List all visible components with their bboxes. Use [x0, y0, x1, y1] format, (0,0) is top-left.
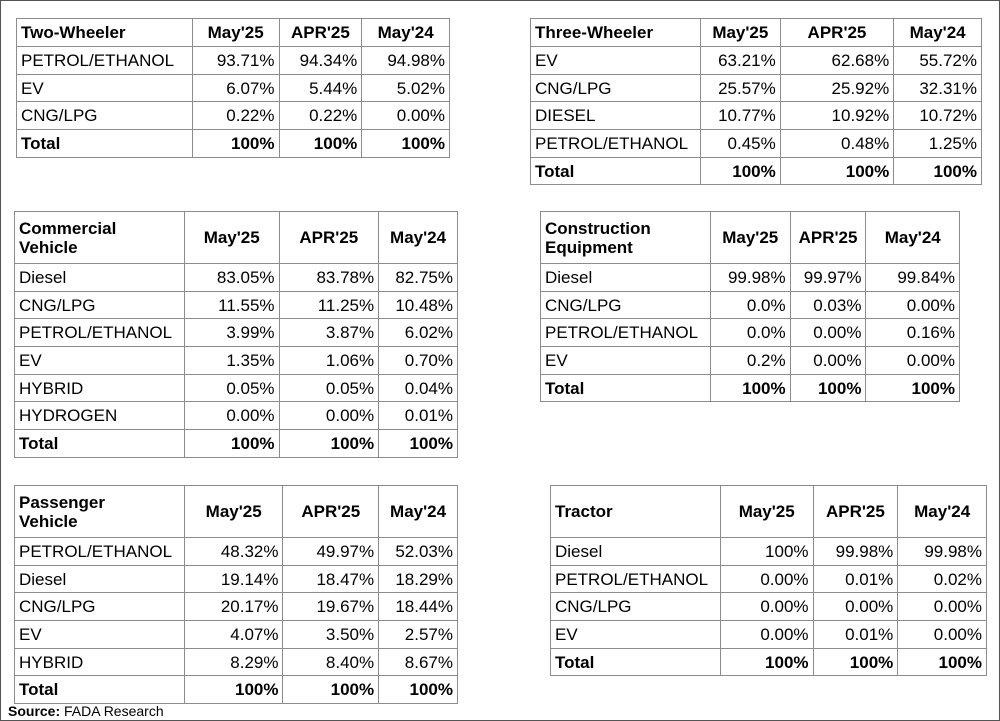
table-row — [551, 621, 987, 649]
passenger-vehicle-table — [14, 485, 458, 704]
header-row — [541, 212, 960, 264]
period-header: May'24 — [894, 19, 982, 47]
share-value: 32.31% — [894, 74, 982, 102]
fuel-type-label: EV — [531, 47, 701, 75]
table-row — [551, 538, 987, 566]
fuel-type-label: CNG/LPG — [17, 102, 193, 130]
table-row — [15, 538, 458, 566]
share-value: 8.40% — [283, 648, 379, 676]
fuel-type-label: PETROL/ETHANOL — [17, 47, 193, 75]
share-value: 25.92% — [780, 74, 893, 102]
table-row — [531, 74, 982, 102]
table-row — [541, 347, 960, 375]
table-title — [15, 212, 185, 264]
share-value: 8.67% — [379, 648, 458, 676]
table-row — [551, 565, 987, 593]
total-value: 100% — [362, 130, 450, 158]
total-value: 100% — [379, 430, 458, 458]
share-value: 0.02% — [898, 565, 987, 593]
share-value: 18.29% — [379, 565, 458, 593]
total-label: Total — [15, 676, 185, 704]
table-row — [15, 374, 458, 402]
share-value: 0.01% — [813, 621, 898, 649]
table-title — [15, 486, 185, 538]
share-value: 10.92% — [780, 102, 893, 130]
share-value: 63.21% — [700, 47, 780, 75]
fuel-type-label: EV — [551, 621, 721, 649]
share-value: 99.84% — [866, 264, 960, 292]
period-header: APR'25 — [780, 19, 893, 47]
total-value: 100% — [894, 157, 982, 185]
period-header: May'24 — [362, 19, 450, 47]
table-title-line: Commercial — [19, 218, 117, 238]
source-text: FADA Research — [64, 703, 164, 719]
period-header: APR'25 — [279, 19, 362, 47]
share-value: 18.44% — [379, 593, 458, 621]
share-value: 0.03% — [790, 291, 866, 319]
share-value: 0.04% — [379, 374, 458, 402]
fuel-type-label: Diesel — [15, 565, 185, 593]
table-title-line: Three-Wheeler — [535, 23, 654, 42]
total-value: 100% — [279, 430, 379, 458]
fuel-type-label: Diesel — [551, 538, 721, 566]
table-row — [15, 593, 458, 621]
total-row — [17, 130, 450, 158]
share-value: 49.97% — [283, 538, 379, 566]
share-value: 18.47% — [283, 565, 379, 593]
table-row — [541, 264, 960, 292]
fuel-type-label: PETROL/ETHANOL — [15, 538, 185, 566]
total-value: 100% — [184, 676, 283, 704]
share-value: 11.25% — [279, 291, 379, 319]
share-value: 0.48% — [780, 130, 893, 158]
fuel-type-label: CNG/LPG — [551, 593, 721, 621]
fuel-type-label: CNG/LPG — [541, 291, 711, 319]
share-value: 0.00% — [184, 402, 279, 430]
share-value: 48.32% — [184, 538, 283, 566]
total-row — [15, 676, 458, 704]
share-value: 2.57% — [379, 621, 458, 649]
share-value: 5.02% — [362, 74, 450, 102]
share-value: 0.05% — [184, 374, 279, 402]
share-value: 0.22% — [279, 102, 362, 130]
source-note — [8, 703, 164, 719]
table-row — [15, 621, 458, 649]
share-value: 0.2% — [710, 347, 790, 375]
tractor-table — [550, 485, 987, 676]
table-title — [531, 19, 701, 47]
share-value: 1.25% — [894, 130, 982, 158]
total-label: Total — [531, 157, 701, 185]
share-value: 62.68% — [780, 47, 893, 75]
share-value: 83.05% — [184, 264, 279, 292]
total-row — [541, 374, 960, 402]
table-row — [17, 47, 450, 75]
header-row — [15, 486, 458, 538]
total-value: 100% — [780, 157, 893, 185]
total-row — [15, 430, 458, 458]
total-label: Total — [15, 430, 185, 458]
total-label: Total — [551, 648, 721, 676]
share-value: 19.14% — [184, 565, 283, 593]
total-value: 100% — [700, 157, 780, 185]
share-value: 0.00% — [813, 593, 898, 621]
fuel-type-label: Diesel — [541, 264, 711, 292]
share-value: 3.87% — [279, 319, 379, 347]
share-value: 10.48% — [379, 291, 458, 319]
total-value: 100% — [898, 648, 987, 676]
fuel-type-label: PETROL/ETHANOL — [551, 565, 721, 593]
fuel-type-label: EV — [15, 621, 185, 649]
period-header: May'25 — [184, 486, 283, 538]
share-value: 1.35% — [184, 347, 279, 375]
total-value: 100% — [184, 430, 279, 458]
table-row — [15, 291, 458, 319]
share-value: 8.29% — [184, 648, 283, 676]
fuel-type-label: CNG/LPG — [15, 593, 185, 621]
period-header: May'24 — [866, 212, 960, 264]
table-title — [17, 19, 193, 47]
period-header: May'24 — [379, 486, 458, 538]
share-value: 0.00% — [790, 347, 866, 375]
share-value: 100% — [720, 538, 813, 566]
period-header: May'25 — [700, 19, 780, 47]
construction-equipment-table — [540, 211, 960, 402]
share-value: 0.00% — [720, 593, 813, 621]
period-header: May'25 — [184, 212, 279, 264]
share-value: 19.67% — [283, 593, 379, 621]
three-wheeler-table — [530, 18, 982, 185]
share-value: 0.00% — [898, 621, 987, 649]
total-value: 100% — [279, 130, 362, 158]
share-value: 93.71% — [192, 47, 279, 75]
total-value: 100% — [192, 130, 279, 158]
total-label: Total — [17, 130, 193, 158]
period-header: May'25 — [192, 19, 279, 47]
table-row — [17, 102, 450, 130]
period-header: APR'25 — [813, 486, 898, 538]
fuel-type-label: EV — [541, 347, 711, 375]
fuel-type-label: PETROL/ETHANOL — [15, 319, 185, 347]
total-value: 100% — [790, 374, 866, 402]
fuel-type-label: HYDROGEN — [15, 402, 185, 430]
table-row — [17, 74, 450, 102]
share-value: 99.97% — [790, 264, 866, 292]
total-label: Total — [541, 374, 711, 402]
table-row — [15, 264, 458, 292]
share-value: 1.06% — [279, 347, 379, 375]
share-value: 0.00% — [720, 565, 813, 593]
period-header: May'25 — [710, 212, 790, 264]
table-title-line: Equipment — [545, 237, 633, 257]
total-value: 100% — [379, 676, 458, 704]
share-value: 11.55% — [184, 291, 279, 319]
share-value: 6.07% — [192, 74, 279, 102]
fuel-type-label: DIESEL — [531, 102, 701, 130]
share-value: 94.98% — [362, 47, 450, 75]
period-header: May'24 — [898, 486, 987, 538]
table-title-line: Vehicle — [19, 511, 78, 531]
share-value: 0.70% — [379, 347, 458, 375]
source-label: Source: — [8, 703, 61, 719]
share-value: 0.00% — [866, 291, 960, 319]
share-value: 4.07% — [184, 621, 283, 649]
fuel-type-label: CNG/LPG — [531, 74, 701, 102]
share-value: 5.44% — [279, 74, 362, 102]
share-value: 0.00% — [790, 319, 866, 347]
share-value: 0.16% — [866, 319, 960, 347]
share-value: 20.17% — [184, 593, 283, 621]
share-value: 25.57% — [700, 74, 780, 102]
fuel-type-label: EV — [15, 347, 185, 375]
fuel-type-label: HYBRID — [15, 648, 185, 676]
table-title — [541, 212, 711, 264]
share-value: 0.45% — [700, 130, 780, 158]
share-value: 0.01% — [379, 402, 458, 430]
total-row — [531, 157, 982, 185]
total-value: 100% — [813, 648, 898, 676]
share-value: 0.00% — [279, 402, 379, 430]
table-title-line: Passenger — [19, 492, 105, 512]
share-value: 0.01% — [813, 565, 898, 593]
period-header: May'25 — [720, 486, 813, 538]
share-value: 0.05% — [279, 374, 379, 402]
period-header: APR'25 — [283, 486, 379, 538]
table-title — [551, 486, 721, 538]
fuel-type-label: CNG/LPG — [15, 291, 185, 319]
fuel-type-label: HYBRID — [15, 374, 185, 402]
table-title-line: Two-Wheeler — [21, 23, 126, 42]
total-value: 100% — [720, 648, 813, 676]
commercial-vehicle-table — [14, 211, 458, 458]
period-header: APR'25 — [790, 212, 866, 264]
share-value: 3.99% — [184, 319, 279, 347]
fuel-type-label: PETROL/ETHANOL — [541, 319, 711, 347]
share-value: 0.00% — [362, 102, 450, 130]
table-title-line: Tractor — [555, 502, 613, 521]
header-row — [15, 212, 458, 264]
share-value: 83.78% — [279, 264, 379, 292]
table-row — [531, 102, 982, 130]
share-value: 55.72% — [894, 47, 982, 75]
table-row — [551, 593, 987, 621]
share-value: 94.34% — [279, 47, 362, 75]
share-value: 0.00% — [720, 621, 813, 649]
table-row — [541, 291, 960, 319]
table-row — [541, 319, 960, 347]
total-value: 100% — [283, 676, 379, 704]
fuel-type-label: PETROL/ETHANOL — [531, 130, 701, 158]
table-row — [531, 47, 982, 75]
share-value: 0.00% — [866, 347, 960, 375]
table-row — [15, 319, 458, 347]
header-row — [17, 19, 450, 47]
two-wheeler-table — [16, 18, 450, 158]
share-value: 99.98% — [710, 264, 790, 292]
table-row — [15, 648, 458, 676]
share-value: 82.75% — [379, 264, 458, 292]
table-title-line: Vehicle — [19, 237, 78, 257]
share-value: 0.0% — [710, 291, 790, 319]
period-header: APR'25 — [279, 212, 379, 264]
table-row — [15, 347, 458, 375]
header-row — [551, 486, 987, 538]
share-value: 6.02% — [379, 319, 458, 347]
share-value: 52.03% — [379, 538, 458, 566]
share-value: 10.72% — [894, 102, 982, 130]
fuel-type-label: Diesel — [15, 264, 185, 292]
share-value: 0.0% — [710, 319, 790, 347]
total-value: 100% — [866, 374, 960, 402]
table-title-line: Construction — [545, 218, 651, 238]
share-value: 3.50% — [283, 621, 379, 649]
table-row — [15, 402, 458, 430]
header-row — [531, 19, 982, 47]
table-row — [531, 130, 982, 158]
share-value: 10.77% — [700, 102, 780, 130]
share-value: 99.98% — [898, 538, 987, 566]
total-value: 100% — [710, 374, 790, 402]
share-value: 99.98% — [813, 538, 898, 566]
share-value: 0.00% — [898, 593, 987, 621]
total-row — [551, 648, 987, 676]
period-header: May'24 — [379, 212, 458, 264]
fuel-type-label: EV — [17, 74, 193, 102]
share-value: 0.22% — [192, 102, 279, 130]
table-row — [15, 565, 458, 593]
